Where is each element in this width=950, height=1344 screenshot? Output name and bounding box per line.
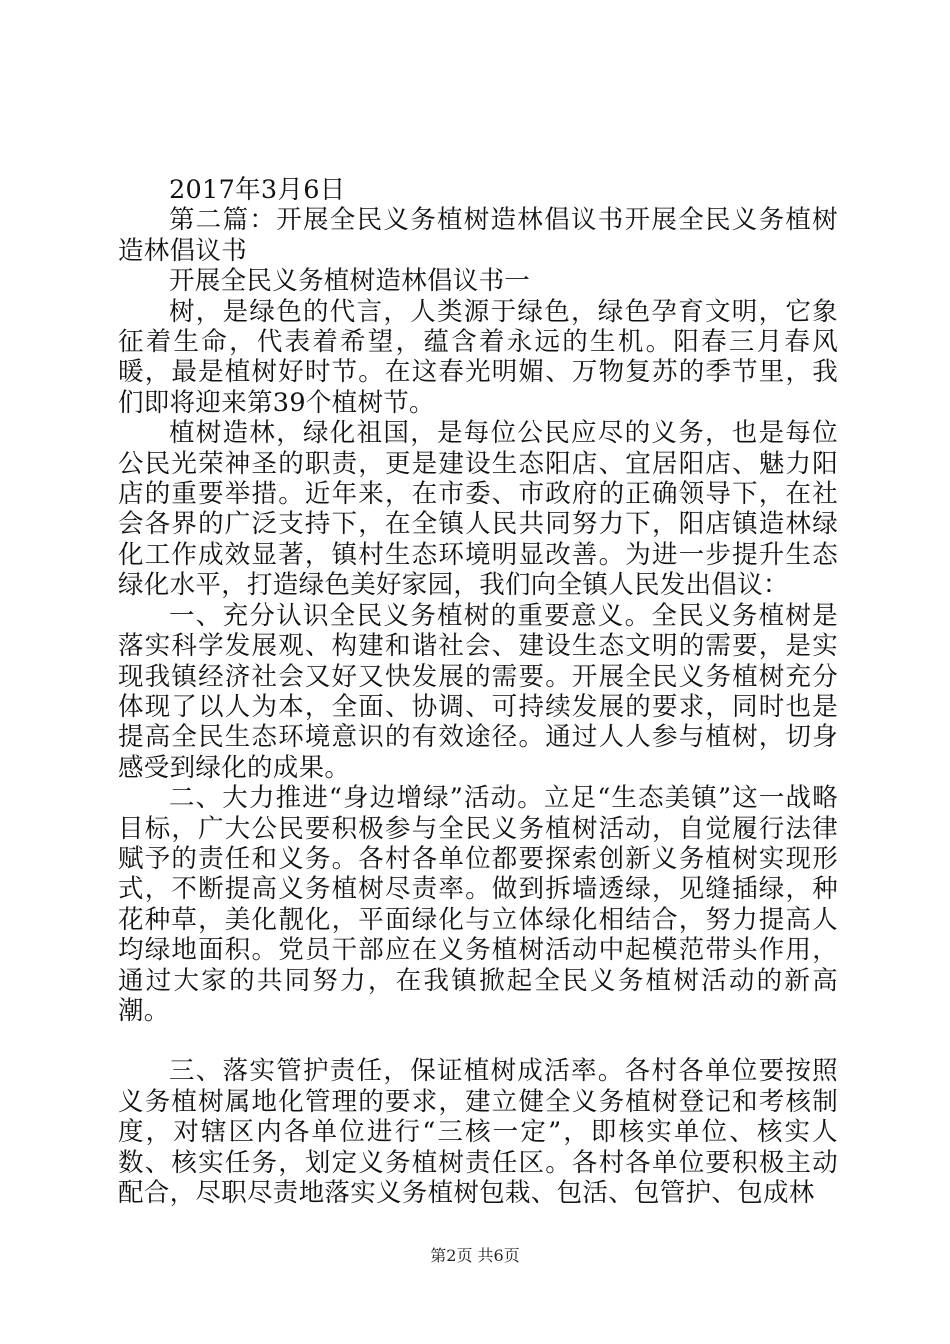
paragraph-point-two: 二、大力推进“身边增绿”活动。立足“生态美镇”这一战略目标，广大公民要积极参与全民义务植树活动，自觉履行法律赋予的责任和义务。各村各单位都要探索创新义务植树实现形式，不断提高义务植树尽责率。做到拆墙透绿，见缝插绿，种花种草，美化靓化，平面绿化与立体绿化相结合，努力提高人均绿地面积。党员干部应在义务植树活动中起模范带头作用，通过大家的共同努力，在我镇掀起全民义务植树活动的新高潮。 xyxy=(118,783,838,1026)
paragraph-intro: 树，是绿色的代言，人类源于绿色，绿色孕育文明，它象征着生命，代表着希望，蕴含着永远的生机。阳春三月春风暖，最是植树好时节。在这春光明媚、万物复苏的季节里，我们即将迎来第39个植树节。 xyxy=(118,296,838,418)
paragraph-background: 植树造林，绿化祖国，是每位公民应尽的义务，也是每位公民光荣神圣的职责，更是建设生态阳店、宜居阳店、魅力阳店的重要举措。近年来，在市委、市政府的正确领导下，在社会各界的广泛支持下，在全镇人民共同努力下，阳店镇造林绿化工作成效显著，镇村生态环境明显改善。为进一步提升生态绿化水平，打造绿色美好家园，我们向全镇人民发出倡议： xyxy=(118,418,838,601)
subtitle: 开展全民义务植树造林倡议书一 xyxy=(169,266,531,297)
date-line: 2017年3月6日 xyxy=(169,175,346,205)
section-title: 第二篇：开展全民义务植树造林倡议书开展全民义务植树造林倡议书 xyxy=(118,205,838,266)
paragraph-point-three: 三、落实管护责任，保证植树成活率。各村各单位要按照义务植树属地化管理的要求，建立健全义务植树登记和考核制度，对辖区内各单位进行“三核一定”，即核实单位、核实人数、核实任务，划定义务植树责任区。各村各单位要积极主动配合，尽职尽责地落实义务植树包栽、包活、包管护、包成林 xyxy=(118,1056,838,1208)
paragraph-point-one: 一、充分认识全民义务植树的重要意义。全民义务植树是落实科学发展观、构建和谐社会、建设生态文明的需要，是实现我镇经济社会又好又快发展的需要。开展全民义务植树充分体现了以人为本，全面、协调、可持续发展的要求，同时也是提高全民生态环境意识的有效途径。通过人人参与植树，切身感受到绿化的成果。 xyxy=(118,600,838,783)
page-number-footer: 第2页 共6页 xyxy=(430,1246,520,1265)
document-body xyxy=(118,175,838,1208)
